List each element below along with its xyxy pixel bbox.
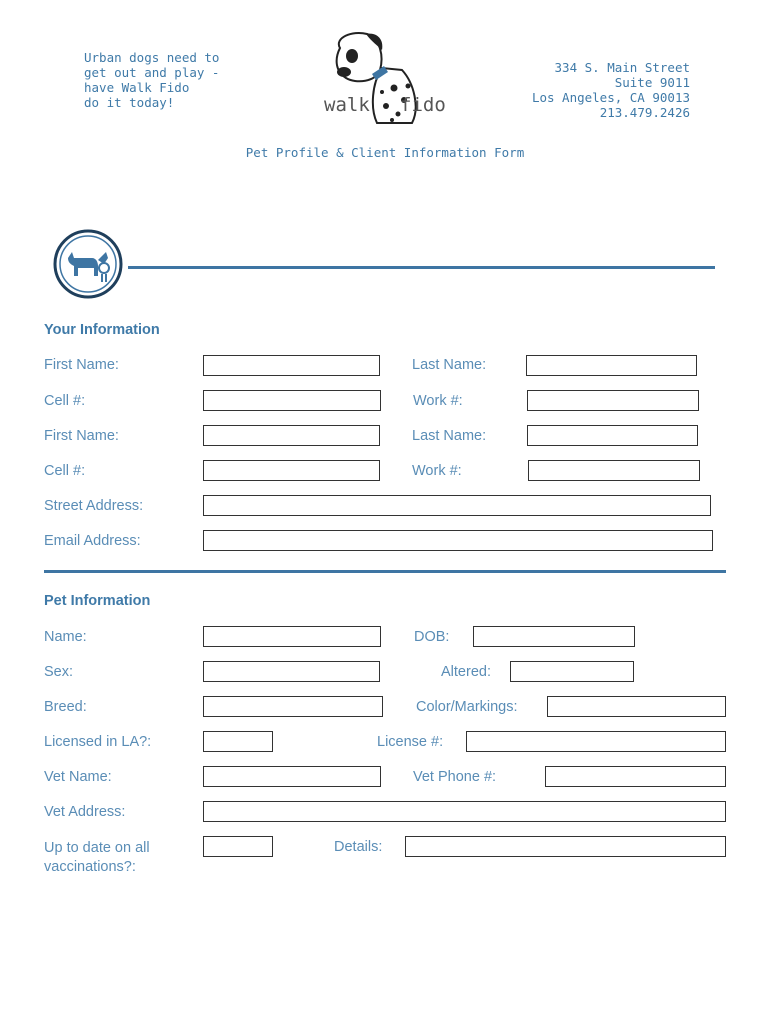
dob-label: DOB:	[414, 629, 450, 645]
altered-label: Altered:	[441, 664, 491, 680]
vaccinations-label-line: vaccinations?:	[44, 859, 136, 875]
work-field[interactable]	[527, 390, 699, 411]
walk-fido-logo	[322, 28, 452, 130]
details-label: Details:	[334, 839, 383, 855]
last-name-2-field[interactable]	[527, 425, 698, 446]
section-divider	[44, 570, 726, 573]
pet-information-heading: Pet Information	[44, 593, 151, 609]
pet-name-field[interactable]	[203, 626, 381, 647]
work-label: Work #:	[413, 393, 463, 409]
licensed-in-la-field[interactable]	[203, 731, 273, 752]
address-line: Los Angeles, CA 90013	[531, 90, 690, 105]
address-line: 334 S. Main Street	[554, 60, 690, 75]
email-address-label: Email Address:	[44, 533, 141, 549]
cell-2-field[interactable]	[203, 460, 380, 481]
first-name-2-field[interactable]	[203, 425, 380, 446]
cell-2-label: Cell #:	[44, 463, 86, 479]
details-field[interactable]	[405, 836, 726, 857]
work-2-label: Work #:	[412, 463, 462, 479]
vet-address-label: Vet Address:	[44, 804, 126, 820]
work-2-field[interactable]	[528, 460, 700, 481]
address-line: Suite 9011	[614, 75, 690, 90]
first-name-2-label: First Name:	[44, 428, 119, 444]
last-name-field[interactable]	[526, 355, 697, 376]
vet-phone-field[interactable]	[545, 766, 726, 787]
cell-label: Cell #:	[44, 393, 86, 409]
company-address	[532, 60, 690, 120]
email-address-field[interactable]	[203, 530, 713, 551]
logo-fido-word: fido	[400, 94, 446, 116]
license-number-label: License #:	[377, 734, 444, 750]
vet-name-field[interactable]	[203, 766, 381, 787]
breed-field[interactable]	[203, 696, 383, 717]
vaccinations-label-line: Up to date on all	[44, 840, 150, 856]
last-name-2-label: Last Name:	[412, 428, 487, 444]
first-name-field[interactable]	[203, 355, 380, 376]
sex-label: Sex:	[44, 664, 74, 680]
color-markings-field[interactable]	[547, 696, 726, 717]
form-title: Pet Profile & Client Information Form	[245, 145, 525, 160]
cell-field[interactable]	[203, 390, 381, 411]
first-name-label: First Name:	[44, 357, 119, 373]
dog-badge-icon	[52, 228, 124, 300]
color-markings-label: Color/Markings:	[416, 699, 518, 715]
header-divider	[128, 266, 715, 269]
dob-field[interactable]	[473, 626, 635, 647]
altered-field[interactable]	[510, 661, 634, 682]
sex-field[interactable]	[203, 661, 380, 682]
street-address-field[interactable]	[203, 495, 711, 516]
pet-name-label: Name:	[44, 629, 87, 645]
logo-walk-word: walk	[324, 94, 370, 116]
phone-number: 213.479.2426	[599, 105, 690, 120]
breed-label: Breed:	[44, 699, 87, 715]
tagline: Urban dogs need to get out and play - have Walk Fido do it today!	[84, 50, 220, 110]
your-information-heading: Your Information	[44, 322, 160, 338]
vaccinations-field[interactable]	[203, 836, 273, 857]
vet-address-field[interactable]	[203, 801, 726, 822]
last-name-label: Last Name:	[412, 357, 487, 373]
licensed-in-la-label: Licensed in LA?:	[44, 734, 152, 750]
vet-phone-label: Vet Phone #:	[413, 769, 497, 785]
vet-name-label: Vet Name:	[44, 769, 112, 785]
street-address-label: Street Address:	[44, 498, 144, 514]
vaccinations-label	[44, 839, 150, 877]
license-number-field[interactable]	[466, 731, 726, 752]
